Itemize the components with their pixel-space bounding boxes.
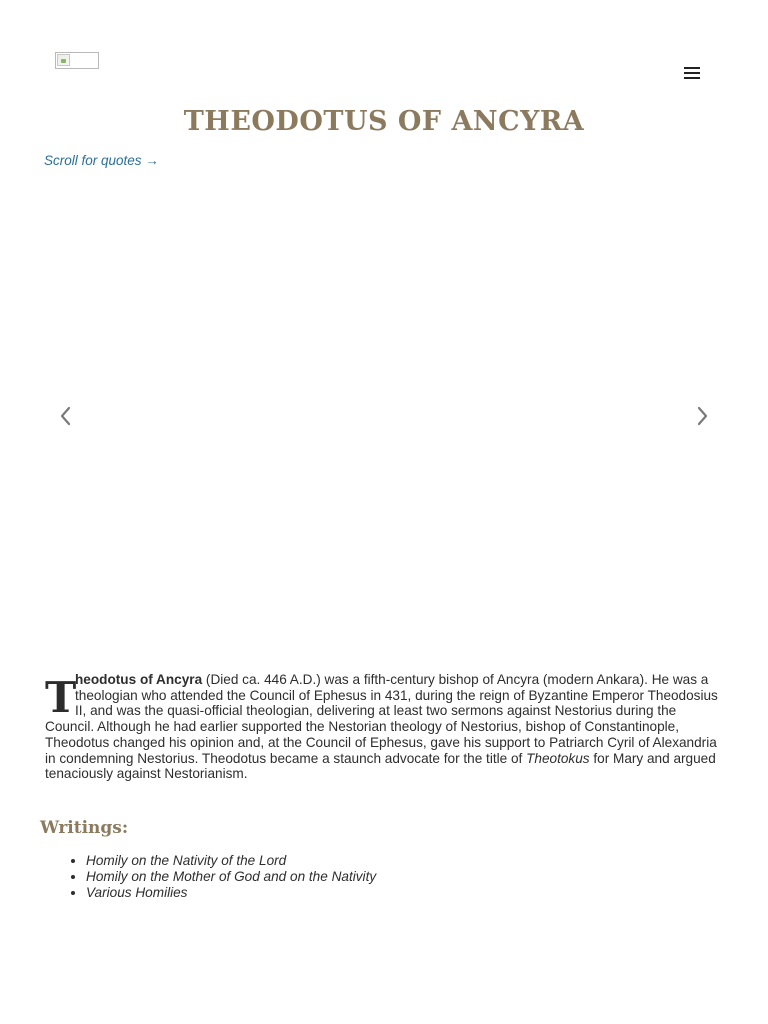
chevron-right-icon [692,403,712,429]
drop-cap: T [45,673,77,722]
theotokus-term: Theotokus [526,750,590,766]
writings-list-item: • Homily on the Nativity of the Lord [86,853,376,869]
page-title: THEODOTUS OF ANCYRA [183,106,585,137]
writings-heading: Writings: [40,818,129,838]
bio-text-part-1: (Died ca. 446 A.D.) was a fifth-century bishop of Ancyra (modern Ankara). He was a theologian who attended the Council of Ephesus in 431, during the reign of Byzantine Emperor Theodosius II, and was the quasi-official theologian, delivering at least two sermons against Nestorius during the Council. Although he had earlier supported the Nestorian theology of Nestorius, bishop of Constantinople, Theodotus changed his opinion and, at the Council of Ephesus, gave his support to Patriarch Cyril of Alexandria in condemning Nestorius. Theodotus became a staunch advocate for the title of [45,672,718,766]
slider-next-button[interactable] [692,403,712,429]
writings-list-item: • Homily on the Mother of God and on the Nativity [86,869,376,885]
slider-prev-button[interactable] [56,403,76,429]
writings-list [44,853,376,900]
bio-text-part-2: for Mary and argued tenaciously against Nestorianism. [45,750,716,782]
hamburger-menu-icon[interactable] [684,66,701,80]
writings-list-item: • Various Homilies [86,885,376,901]
chevron-left-icon [56,403,76,429]
quotes-slider [44,175,724,655]
broken-image-icon [57,54,70,66]
site-logo[interactable] [55,52,99,69]
scroll-for-quotes-link[interactable]: Scroll for quotes → [44,153,159,168]
biography-paragraph [45,672,727,782]
subject-name: heodotus of Ancyra [75,672,203,687]
